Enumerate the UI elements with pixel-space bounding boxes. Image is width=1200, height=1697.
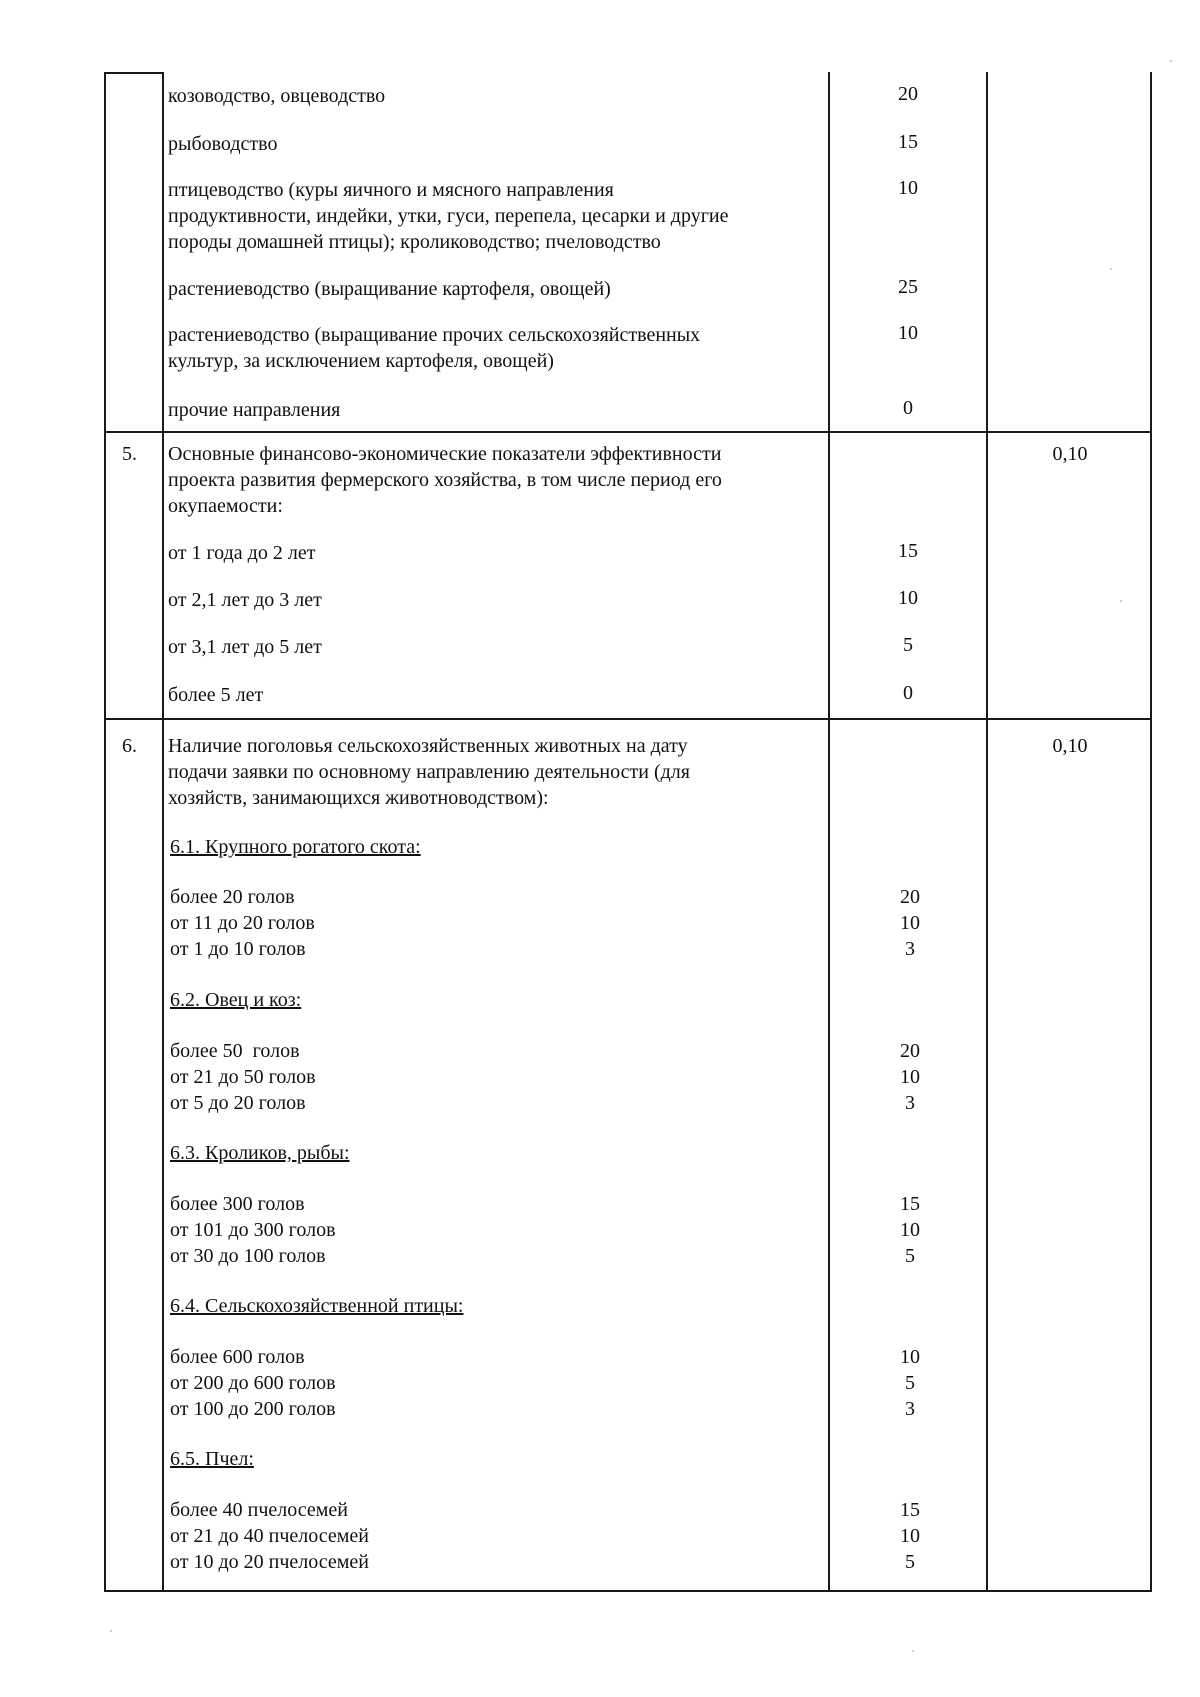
- criterion-score: 10: [898, 587, 918, 609]
- criterion-score: 10: [900, 912, 920, 934]
- criterion-text: от 5 до 20 голов: [170, 1092, 306, 1114]
- group-title: 6.2. Овец и коз:: [170, 989, 302, 1011]
- criterion-weight: 0,10: [1052, 735, 1088, 757]
- criterion-heading: хозяйств, занимающихся животноводством):: [168, 787, 549, 809]
- table-divider-col3: [986, 72, 988, 1592]
- group-title: 6.5. Пчел:: [170, 1448, 254, 1470]
- criterion-text: от 200 до 600 голов: [170, 1372, 336, 1394]
- row-separator-5: [104, 431, 1152, 433]
- criterion-score: 10: [898, 322, 918, 344]
- criterion-text: от 21 до 40 пчелосемей: [170, 1525, 370, 1547]
- row-number: 6.: [122, 735, 137, 757]
- criterion-text: более 20 голов: [170, 886, 295, 908]
- criterion-score: 10: [900, 1525, 920, 1547]
- row-separator-6: [104, 718, 1152, 720]
- criterion-score: 10: [898, 177, 918, 199]
- criterion-score: 5: [903, 634, 913, 656]
- criterion-text: породы домашней птицы); кролиководство; пчеловодство: [168, 231, 661, 253]
- scan-speck: [912, 1650, 914, 1652]
- criterion-text: от 10 до 20 пчелосемей: [170, 1551, 370, 1573]
- group-title: 6.4. Сельскохозяйственной птицы:: [170, 1295, 464, 1317]
- criterion-text: от 1 до 10 голов: [170, 938, 306, 960]
- criterion-score: 0: [903, 682, 913, 704]
- criterion-text: от 11 до 20 голов: [170, 912, 315, 934]
- table-border-right: [1150, 72, 1152, 1592]
- criterion-score: 15: [900, 1193, 920, 1215]
- scan-speck: [1110, 268, 1112, 270]
- criterion-score: 3: [905, 938, 915, 960]
- criterion-text: более 300 голов: [170, 1193, 305, 1215]
- criterion-text: от 30 до 100 голов: [170, 1245, 326, 1267]
- criterion-text: продуктивности, индейки, утки, гуси, перепела, цесарки и другие: [168, 205, 729, 227]
- criterion-score: 5: [905, 1245, 915, 1267]
- criterion-score: 10: [900, 1346, 920, 1368]
- criterion-score: 15: [898, 131, 918, 153]
- criterion-heading: Наличие поголовья сельскохозяйственных животных на дату: [168, 735, 688, 757]
- criterion-text: культур, за исключением картофеля, овощей): [168, 350, 554, 372]
- criterion-text: от 1 года до 2 лет: [168, 542, 316, 564]
- criterion-text: более 50 голов: [170, 1040, 300, 1062]
- criterion-score: 0: [903, 397, 913, 419]
- criterion-text: от 3,1 лет до 5 лет: [168, 636, 322, 658]
- criterion-score: 10: [900, 1219, 920, 1241]
- criterion-text: от 101 до 300 голов: [170, 1219, 336, 1241]
- table-border-left: [104, 72, 106, 1592]
- criterion-text: от 21 до 50 голов: [170, 1066, 316, 1088]
- criterion-score: 20: [900, 1040, 920, 1062]
- table-bottom-border: [104, 1590, 1152, 1592]
- criterion-text: растениеводство (выращивание прочих сельскохозяйственных: [168, 324, 701, 346]
- group-title: 6.1. Крупного рогатого скота:: [170, 836, 421, 858]
- scan-speck: [1120, 600, 1122, 602]
- criterion-text: от 100 до 200 голов: [170, 1398, 336, 1420]
- criterion-score: 20: [900, 886, 920, 908]
- criterion-score: 3: [905, 1398, 915, 1420]
- scan-speck: [1170, 60, 1172, 62]
- criterion-text: от 2,1 лет до 3 лет: [168, 589, 322, 611]
- scan-speck: [110, 1630, 112, 1632]
- criterion-text: более 5 лет: [168, 684, 264, 706]
- criterion-text: прочие направления: [168, 399, 341, 421]
- criterion-score: 5: [905, 1372, 915, 1394]
- criterion-score: 15: [898, 540, 918, 562]
- row-number: 5.: [122, 443, 137, 465]
- criterion-weight: 0,10: [1052, 443, 1088, 465]
- criterion-score: 10: [900, 1066, 920, 1088]
- criterion-score: 3: [905, 1092, 915, 1114]
- criterion-heading: проекта развития фермерского хозяйства, в том числе период его: [168, 469, 722, 491]
- criterion-text: рыбоводство: [168, 133, 278, 155]
- criterion-text: птицеводство (куры яичного и мясного направления: [168, 179, 614, 201]
- criterion-heading: окупаемости:: [168, 495, 283, 517]
- table-top-stub: [104, 72, 164, 74]
- table-divider-col2: [828, 72, 830, 1592]
- criterion-score: 25: [898, 276, 918, 298]
- criterion-score: 5: [905, 1551, 915, 1573]
- group-title: 6.3. Кроликов, рыбы:: [170, 1142, 350, 1164]
- criterion-score: 20: [898, 83, 918, 105]
- criterion-heading: Основные финансово-экономические показатели эффективности: [168, 443, 722, 465]
- criterion-text: более 40 пчелосемей: [170, 1499, 348, 1521]
- table-divider-col1: [162, 72, 164, 1592]
- criterion-score: 15: [900, 1499, 920, 1521]
- criterion-text: козоводство, овцеводство: [168, 85, 386, 107]
- criterion-text: более 600 голов: [170, 1346, 305, 1368]
- criterion-heading: подачи заявки по основному направлению деятельности (для: [168, 761, 690, 783]
- criterion-text: растениеводство (выращивание картофеля, овощей): [168, 278, 611, 300]
